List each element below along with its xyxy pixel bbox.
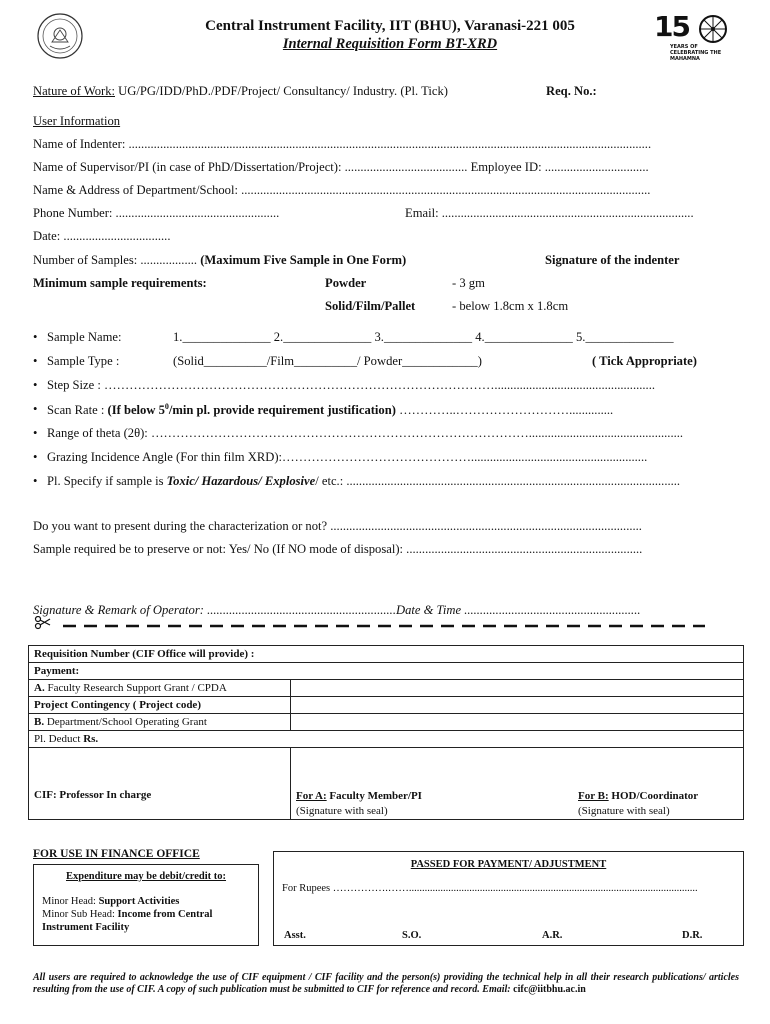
samples-field[interactable]: Number of Samples: .................. xyxy=(33,253,198,267)
phone-field[interactable]: Phone Number: .................................................... xyxy=(33,206,280,220)
rupees-field[interactable]: For Rupees …………….…….............................................................................................................. xyxy=(282,883,698,894)
table-row xyxy=(29,646,744,663)
table-row xyxy=(29,697,744,714)
operator-signature-line[interactable]: Signature & Remark of Operator: ............................................................Date & Time ........................................................ xyxy=(33,603,641,617)
sample-type-slots[interactable]: (Solid__________/Film__________/ Powder____________) xyxy=(173,354,482,368)
footer-email[interactable]: cifc@iitbhu.ac.in xyxy=(513,984,586,995)
dr-label: D.R. xyxy=(682,930,703,941)
req-number-cell: Requisition Number (CIF Office will provide) : xyxy=(29,646,744,663)
payment-cell: Payment: xyxy=(29,663,744,680)
nature-of-work-line xyxy=(33,84,448,99)
form-header xyxy=(120,18,660,53)
table-row xyxy=(29,731,744,748)
logo-caption: YEARS OF CELEBRATING THE MAHAMNA xyxy=(670,44,722,62)
nature-of-work-options: UG/PG/IDD/PhD./PDF/Project/ Consultancy/ Industry. (Pl. Tick) xyxy=(115,84,448,98)
ar-label: A.R. xyxy=(542,930,563,941)
payment-box xyxy=(273,851,744,946)
cif-signature-cell[interactable]: CIF: Professor In charge xyxy=(29,748,291,820)
minor-sub-head: Minor Sub Head: Income from Central xyxy=(42,909,213,920)
grazing-angle-field[interactable]: Grazing Incidence Angle (For thin film XRD):………………………………………........................................................ xyxy=(47,450,648,464)
iit-bhu-logo-icon xyxy=(36,12,84,60)
passed-label: PASSED FOR PAYMENT/ ADJUSTMENT xyxy=(410,859,607,870)
project-cell: Project Contingency ( Project code) xyxy=(29,697,291,714)
sample-type-note: ( Tick Appropriate) xyxy=(592,354,697,368)
cut-line xyxy=(33,616,713,630)
solid-label: Solid/Film/Pallet xyxy=(325,299,416,313)
minor-sub-head-cont: Instrument Facility xyxy=(42,922,130,933)
finance-title: FOR USE IN FINANCE OFFICE xyxy=(33,848,200,860)
scan-rate-line[interactable]: Scan Rate : (If below $5^0/\min$ pl. provide requirement justification) …………..……………………….............. xyxy=(47,402,614,418)
grant-b-cell: B. Department/School Operating Grant xyxy=(29,714,291,731)
sample-name-label: Sample Name: xyxy=(47,330,122,344)
present-question[interactable]: Do you want to present during the characterization or not? ................................................................................................... xyxy=(33,519,642,533)
expenditure-label: Expenditure may be debit/credit to: xyxy=(65,871,227,882)
theta-range-field[interactable]: Range of theta (2θ): ………………………………………………………………………………................................................. xyxy=(47,426,684,440)
signatures-cell[interactable] xyxy=(291,748,744,820)
table-row xyxy=(29,714,744,731)
samples-note: (Maximum Five Sample in One Form) xyxy=(197,253,407,267)
hazard-field[interactable]: Pl. Specify if sample is Toxic/ Hazardous/ Explosive/ etc.: .......................................................................................................... xyxy=(47,474,681,488)
form-title: Internal Requisition Form BT-XRD xyxy=(282,36,498,52)
table-row xyxy=(29,748,744,820)
indenter-signature-label: Signature of the indenter xyxy=(545,253,680,267)
preserve-question[interactable]: Sample required be to preserve or not: Yes/ No (If NO mode of disposal): ........................................................................... xyxy=(33,542,643,556)
min-requirements-label: Minimum sample requirements: xyxy=(33,276,207,290)
scissors-icon xyxy=(36,617,51,629)
powder-label: Powder xyxy=(325,276,367,290)
project-value[interactable] xyxy=(291,697,744,714)
minor-head: Minor Head: Support Activities xyxy=(42,896,180,907)
table-row xyxy=(29,680,744,697)
requisition-table xyxy=(28,645,744,820)
faculty-signature: For A: Faculty Member/PI (Signature with seal) xyxy=(296,790,422,817)
logo-number: 15 xyxy=(654,10,689,43)
date-field[interactable]: Date: .................................. xyxy=(33,229,171,243)
finance-box xyxy=(33,864,259,946)
email-field[interactable]: Email: ................................................................................ xyxy=(405,206,694,220)
deduct-cell[interactable]: Pl. Deduct Rs. xyxy=(29,731,744,748)
supervisor-field[interactable]: Name of Supervisor/PI (in case of PhD/Dissertation/Project): ....................................... Employee ID: ................................. xyxy=(33,160,649,174)
asst-label: Asst. xyxy=(284,930,306,941)
institute-title: Central Instrument Facility, IIT (BHU), Varanasi-221 005 xyxy=(205,18,575,34)
grant-a-cell: A. Faculty Research Support Grant / CPDA xyxy=(29,680,291,697)
step-size-field[interactable]: Step Size : …………………………………………………………………………………................................................... xyxy=(47,378,655,392)
indenter-field[interactable]: Name of Indenter: ...................................................................................................................................................................... xyxy=(33,137,652,151)
so-label: S.O. xyxy=(402,930,422,941)
chakra-icon xyxy=(698,14,728,44)
powder-value: - 3 gm xyxy=(452,276,485,290)
footer-text: All users are required to acknowledge the use of CIF equipment / CIF facility and the person(s) providing the technical help in all their research publications/ articles resulting from the use of CIF. A copy of such publication must be submitted to CIF for reference and record. Email: xyxy=(33,972,739,995)
150-years-logo xyxy=(652,10,736,62)
department-field[interactable]: Name & Address of Department/School: .................................................................................................................................. xyxy=(33,183,651,197)
nature-of-work-label: Nature of Work: xyxy=(33,84,115,98)
solid-value: - below 1.8cm x 1.8cm xyxy=(452,299,569,313)
table-row xyxy=(29,663,744,680)
req-no-label: Req. No.: xyxy=(546,84,597,98)
grant-a-value[interactable] xyxy=(291,680,744,697)
hod-signature: For B: HOD/Coordinator (Signature with seal) xyxy=(578,790,699,817)
user-info-heading: User Information xyxy=(33,114,121,128)
acknowledgement-footer xyxy=(33,972,739,996)
sample-type-label: Sample Type : xyxy=(47,354,120,368)
samples-line xyxy=(33,253,406,268)
sample-name-slots[interactable]: 1.______________ 2.______________ 3.______________ 4.______________ 5.______________ xyxy=(173,330,674,344)
grant-b-value[interactable] xyxy=(291,714,744,731)
